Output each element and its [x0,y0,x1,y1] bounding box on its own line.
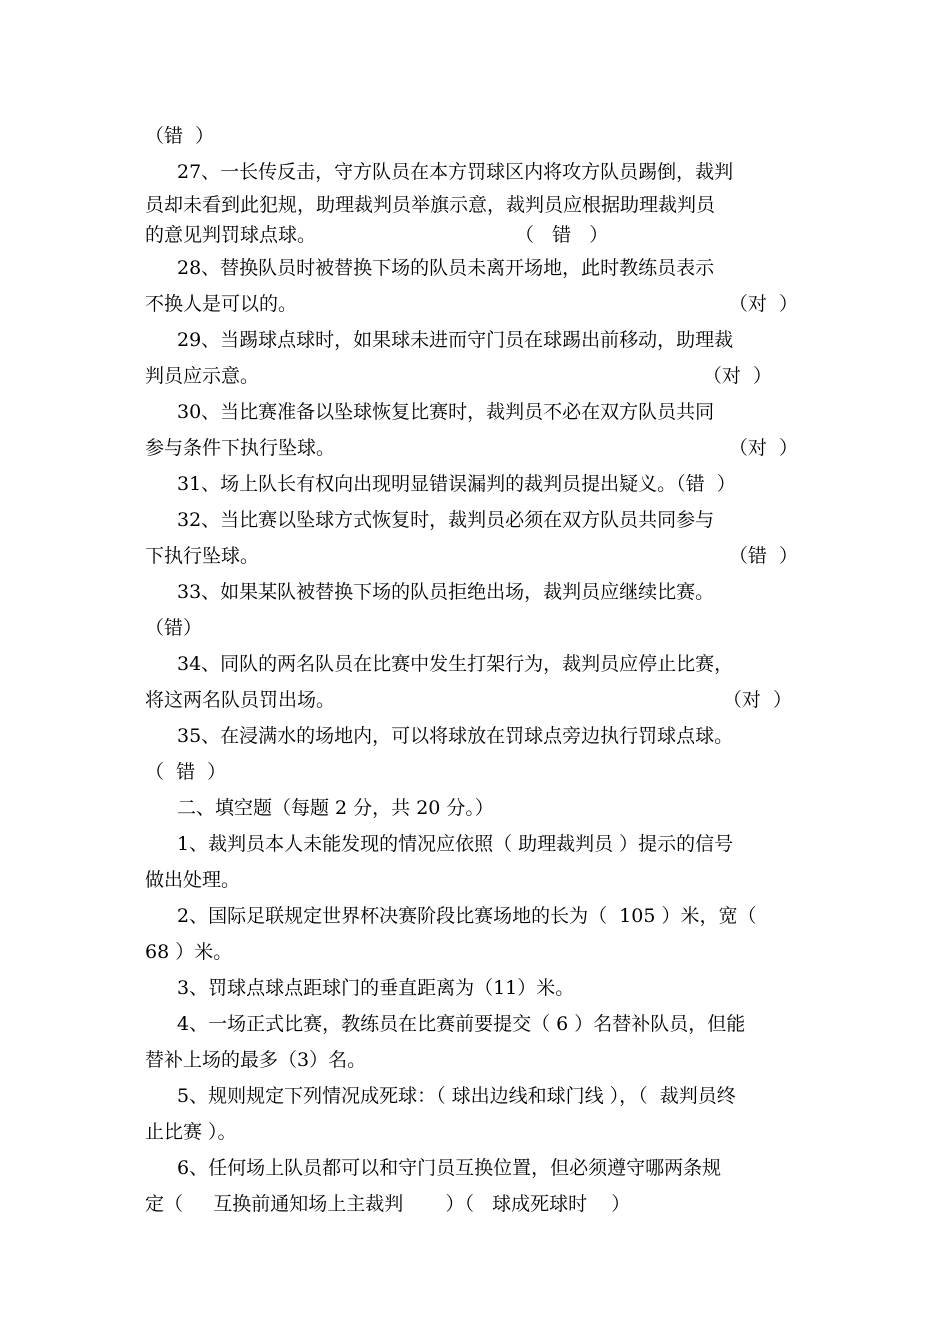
question-32-line-1: 32、当比赛以坠球方式恢复时，裁判员必须在双方队员共同参与 [177,509,715,531]
fill-2-line-2: 68 ）米。 [145,941,233,963]
fill-2-line-1: 2、国际足联规定世界杯决赛阶段比赛场地的长为（ 105 ）米，宽（ [177,905,757,927]
fill-6-line-2: 定（ 互换前通知场上主裁判 ）（ 球成死球时 ） [145,1193,631,1215]
question-29-line-1: 29、当踢球点球时，如果球未进而守门员在球踢出前移动，助理裁 [177,329,734,351]
fill-1-line-2: 做出处理。 [145,869,241,891]
fill-4-line-2: 替补上场的最多（3）名。 [145,1049,367,1071]
question-29-text: 判员应示意。 [145,365,260,387]
question-30-line-2 [145,430,810,466]
question-28-line-2 [145,286,810,322]
question-27-line-3 [145,220,810,250]
question-28-answer: （对 ） [728,293,798,315]
section-heading: 二、填空题（每题 2 分，共 20 分。） [177,797,494,819]
fill-4-line-1: 4、一场正式比赛，教练员在比赛前要提交（ 6 ）名替补队员，但能 [177,1013,746,1035]
question-27-line-2: 员却未看到此犯规，助理裁判员举旗示意，裁判员应根据助理裁判员 [145,194,716,216]
question-30-text: 参与条件下执行坠球。 [145,437,336,459]
question-29-answer: （对 ） [702,365,772,387]
question-34-line-1: 34、同队的两名队员在比赛中发生打架行为，裁判员应停止比赛， [177,653,734,675]
question-30-line-1: 30、当比赛准备以坠球恢复比赛时，裁判员不必在双方队员共同 [177,401,715,423]
question-32-line-2 [145,538,810,574]
question-35-line-1: 35、在浸满水的场地内，可以将球放在罚球点旁边执行罚球点球。 [177,725,734,747]
fill-1-line-1: 1、裁判员本人未能发现的情况应依照（ 助理裁判员 ）提示的信号 [177,833,734,855]
fill-3-line: 3、罚球点球点距球门的垂直距离为（11）米。 [177,977,575,999]
question-27-text: 的意见判罚球点球。 [145,224,317,246]
fill-5-line-1: 5、规则规定下列情况成死球：（ 球出边线和球门线 ），（ 裁判员终 [177,1085,736,1107]
question-28-text: 不换人是可以的。 [145,293,298,315]
question-33-line-1: 33、如果某队被替换下场的队员拒绝出场，裁判员应继续比赛。 [177,581,715,603]
fill-5-line-2: 止比赛 ）。 [145,1121,237,1143]
question-34-line-2 [145,682,810,718]
question-28-line-1: 28、替换队员时被替换下场的队员未离开场地，此时教练员表示 [177,257,715,279]
question-35-answer: （ 错 ） [145,761,227,783]
question-32-text: 下执行坠球。 [145,545,260,567]
fill-6-line-1: 6、任何场上队员都可以和守门员互换位置，但必须遵守哪两条规 [177,1157,722,1179]
question-32-answer: （错 ） [728,545,798,567]
question-27-answer: （ 错 ） [515,224,609,246]
question-33-answer: （错） [145,617,203,639]
question-34-text: 将这两名队员罚出场。 [145,689,336,711]
document-body [145,118,810,1222]
answer-line: （错 ） [145,125,215,147]
question-34-answer: （对 ） [722,689,792,711]
question-29-line-2 [145,358,810,394]
question-30-answer: （对 ） [728,437,798,459]
question-27-line-1: 27、一长传反击，守方队员在本方罚球区内将攻方队员踢倒，裁判 [177,161,734,183]
question-31-line: 31、场上队长有权向出现明显错误漏判的裁判员提出疑义。（错 ） [177,473,736,495]
